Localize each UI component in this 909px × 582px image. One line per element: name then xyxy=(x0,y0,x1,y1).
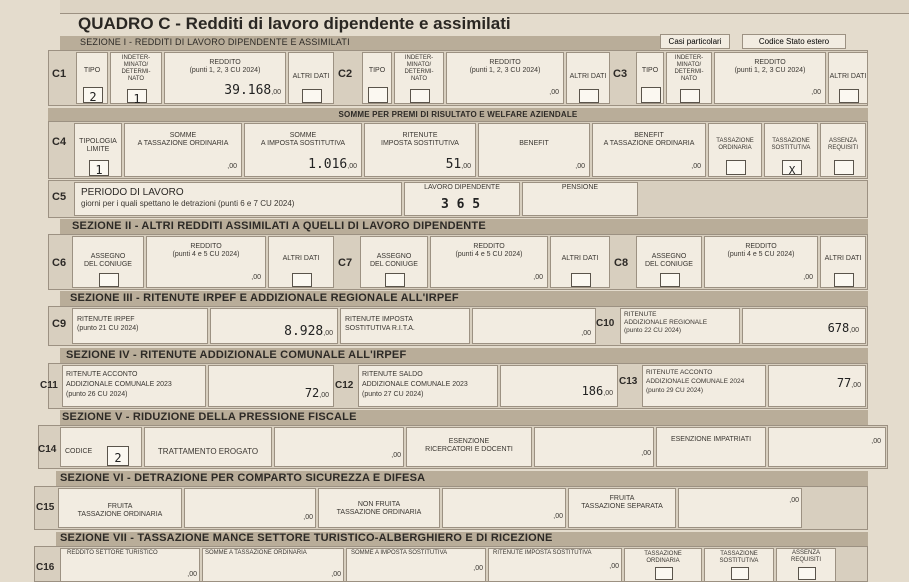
c7-assegno-cell xyxy=(360,236,428,288)
c14-codice-label: CODICE xyxy=(65,448,93,455)
code-c11: C11 xyxy=(40,380,58,391)
c1-tipo-cell xyxy=(76,52,108,104)
c8-reddito-cell[interactable] xyxy=(704,236,818,288)
code-c9: C9 xyxy=(52,318,67,330)
c5-lavoro-dipendente-value: 3 6 5 xyxy=(441,197,481,212)
c15-non-fruita-cents: ,00 xyxy=(553,513,563,520)
c6-altri-dati-checkbox[interactable] xyxy=(292,273,312,287)
c3-tipo-label: TIPO xyxy=(641,67,659,74)
c4-somme-ord-label: SOMME A TASSAZIONE ORDINARIA xyxy=(137,132,229,147)
c3-tipo-cell xyxy=(636,52,664,104)
c4-ritenute-cell[interactable] xyxy=(364,123,476,177)
c8-assegno-checkbox[interactable] xyxy=(660,273,680,287)
section-3-band xyxy=(60,291,868,306)
c15-fruita-sep-cents: ,00 xyxy=(789,497,799,504)
section-7-band xyxy=(56,532,868,546)
c6-reddito-label: REDDITO (punti 4 e 5 CU 2024) xyxy=(172,243,240,258)
c9-rita-label-cell xyxy=(340,308,470,344)
c16-reddito-sett-label: REDDITO SETTORE TURISTICO xyxy=(67,550,158,556)
c9-rit-irpef-cents: ,00 xyxy=(323,330,333,337)
c4-tipologia-input[interactable] xyxy=(89,160,109,176)
c8-altri-dati-checkbox[interactable] xyxy=(834,273,854,287)
c4-tass-ord-checkbox[interactable] xyxy=(726,160,746,175)
c2-indeter-label: INDETER- MINATO/ DETERMI- NATO xyxy=(404,55,434,82)
c14-esenzione-ric-label: ESENZIONE RICERCATORI E DOCENTI xyxy=(425,438,513,453)
c4-benefit-ord-cell[interactable] xyxy=(592,123,706,177)
c16-somme-ord-label: SOMME A TASSAZIONE ORDINARIA xyxy=(205,550,307,556)
c16-tass-ord-checkbox[interactable] xyxy=(655,567,673,580)
code-c16: C16 xyxy=(36,562,55,573)
c2-indeter-cell xyxy=(394,52,444,104)
c4-ritenute-cents: ,00 xyxy=(461,163,471,170)
c15-fruita-ord-cell[interactable] xyxy=(184,488,316,528)
c14-trattamento-cell[interactable] xyxy=(274,427,404,467)
c10-add-reg-label: RITENUTE ADDIZIONALE REGIONALE (punto 22 CU 2024) xyxy=(624,311,708,334)
c4-tipologia-value: 1 xyxy=(95,163,103,177)
c9-rit-irpef-label: RITENUTE IRPEF (punto 21 CU 2024) xyxy=(77,316,139,332)
c7-reddito-cents: ,00 xyxy=(533,274,543,281)
top-strip xyxy=(60,0,909,14)
c5-lavoro-dipendente-label: LAVORO DIPENDENTE xyxy=(424,184,500,191)
c1-reddito-cents: ,00 xyxy=(271,89,281,96)
section-2-header: SEZIONE II - ALTRI REDDITI ASSIMILATI A QUELLI DI LAVORO DIPENDENTE xyxy=(72,220,486,232)
c13-label-cell xyxy=(642,365,766,407)
c3-reddito-label: REDDITO (punti 1, 2, 3 CU 2024) xyxy=(734,59,806,74)
c16-tass-sost-checkbox[interactable] xyxy=(731,567,749,580)
c12-label-cell xyxy=(358,365,498,407)
c11-value: 72 xyxy=(304,386,320,400)
c7-altri-dati-checkbox[interactable] xyxy=(571,273,591,287)
c11-label-cell xyxy=(62,365,206,407)
c14-codice-input[interactable] xyxy=(107,446,129,466)
c16-somme-ord-cents: ,00 xyxy=(331,571,341,578)
code-c8: C8 xyxy=(614,257,629,269)
c14-trattamento-cents: ,00 xyxy=(391,452,401,459)
section-5-band xyxy=(60,410,868,425)
code-c2: C2 xyxy=(338,68,353,80)
c8-altri-dati-label: ALTRI DATI xyxy=(824,255,862,262)
c12-label: RITENUTE SALDO ADDIZIONALE COMUNALE 2023 (punto 27 CU 2024) xyxy=(362,371,468,398)
c4-benefit-cents: ,00 xyxy=(575,163,585,170)
section-3-header: SEZIONE III - RITENUTE IRPEF E ADDIZIONALE REGIONALE ALL'IRPEF xyxy=(70,292,459,304)
code-c1: C1 xyxy=(52,68,67,80)
c1-tipo-input[interactable] xyxy=(83,87,103,103)
c2-altri-dati-cell xyxy=(566,52,610,104)
c16-somme-sost-cents: ,00 xyxy=(473,565,483,572)
c16-assenza-cell xyxy=(776,548,836,582)
c9-rit-irpef-cell[interactable] xyxy=(210,308,338,344)
c3-indeter-label: INDETER- MINATO/ DETERMI- NATO xyxy=(674,55,704,82)
c16-tass-sost-label: TASSAZIONE SOSTITUTIVA xyxy=(719,551,759,564)
c14-codice-value: 2 xyxy=(114,451,122,465)
c4-ritenute-value: 51 xyxy=(445,157,462,172)
c9-rita-label: RITENUTE IMPOSTA SOSTITUTIVA R.I.T.A. xyxy=(345,316,415,332)
c6-assegno-cell xyxy=(72,236,144,288)
c4-assenza-checkbox[interactable] xyxy=(834,160,854,175)
code-c12: C12 xyxy=(335,380,354,391)
section-7-header: SEZIONE VII - TASSAZIONE MANCE SETTORE TURISTICO-ALBERGHIERO E DI RICEZIONE xyxy=(60,532,553,544)
code-c4: C4 xyxy=(52,136,67,148)
c3-altri-dati-checkbox[interactable] xyxy=(839,89,859,103)
c5-periodo-label: PERIODO DI LAVORO xyxy=(81,187,184,198)
c16-somme-sost-label: SOMME A IMPOSTA SOSTITUTIVA xyxy=(351,550,448,556)
c9-rit-irpef-value: 8.928 xyxy=(284,324,324,339)
c13-value-cell[interactable] xyxy=(768,365,866,407)
c8-assegno-cell xyxy=(636,236,702,288)
c4-somme-ord-cents: ,00 xyxy=(227,163,237,170)
code-c13: C13 xyxy=(619,376,638,387)
c4-tipologia-cell xyxy=(74,123,122,177)
code-c5: C5 xyxy=(52,191,67,203)
c15-fruita-sep-label: FRUITA TASSAZIONE SEPARATA xyxy=(581,495,663,510)
c8-altri-dati-cell xyxy=(820,236,866,288)
c14-esenzione-ric-cell[interactable] xyxy=(534,427,654,467)
c14-trattamento-label-cell xyxy=(144,427,272,467)
c4-tass-sost-value: X xyxy=(788,164,796,177)
c1-tipo-label: TIPO xyxy=(83,67,101,74)
c1-reddito-label: REDDITO (punti 1, 2, 3 CU 2024) xyxy=(189,59,261,74)
c16-rit-sost-cell[interactable] xyxy=(488,548,622,582)
c10-add-reg-cents: ,00 xyxy=(849,327,859,334)
section-2-band xyxy=(60,219,868,234)
c15-fruita-ord-label-cell xyxy=(58,488,182,528)
c1-indeter-cell xyxy=(110,52,162,104)
c7-reddito-cell[interactable] xyxy=(430,236,548,288)
c4-assenza-label: ASSENZA REQUISITI xyxy=(827,138,858,151)
c5-periodo-cell xyxy=(74,182,402,216)
c4-tass-ord-cell xyxy=(708,123,762,177)
c16-rit-sost-label: RITENUTE IMPOSTA SOSTITUTIVA xyxy=(493,550,592,556)
c1-altri-dati-checkbox[interactable] xyxy=(302,89,322,103)
section-1-band xyxy=(60,36,660,50)
section-4-band xyxy=(60,348,868,363)
c16-somme-sost-cell[interactable] xyxy=(346,548,486,582)
section-6-band xyxy=(56,471,868,486)
c16-reddito-sett-cents: ,00 xyxy=(187,571,197,578)
c15-fruita-sep-label-cell xyxy=(568,488,676,528)
c4-benefit-cell[interactable] xyxy=(478,123,590,177)
c4-somme-sost-cents: ,00 xyxy=(347,163,357,170)
c13-label: RITENUTE ACCONTO ADDIZIONALE COMUNALE 2024 (punto 29 CU 2024) xyxy=(646,369,745,394)
c14-esenzione-ric-label-cell xyxy=(406,427,532,467)
c3-altri-dati-label: ALTRI DATI xyxy=(829,73,867,80)
code-c14: C14 xyxy=(38,444,57,455)
c9-rita-cell[interactable] xyxy=(472,308,596,344)
codice-stato-estero-field[interactable]: Codice Stato estero xyxy=(742,34,846,49)
c4-somme-sost-cell[interactable] xyxy=(244,123,362,177)
c8-reddito-cents: ,00 xyxy=(803,274,813,281)
code-c15: C15 xyxy=(36,502,55,513)
c13-value: 77 xyxy=(836,376,852,390)
c14-esenzione-imp-label-cell xyxy=(656,427,766,467)
c7-altri-dati-cell xyxy=(550,236,610,288)
c2-altri-dati-label: ALTRI DATI xyxy=(569,73,607,80)
c4-benefit-ord-cents: ,00 xyxy=(691,163,701,170)
section-5-header: SEZIONE V - RIDUZIONE DELLA PRESSIONE FISCALE xyxy=(62,411,357,423)
c3-tipo-input[interactable] xyxy=(641,87,661,103)
c4-ritenute-label: RITENUTE IMPOSTA SOSTITUTIVA xyxy=(381,132,459,147)
c6-altri-dati-cell xyxy=(268,236,334,288)
c12-value-cell[interactable] xyxy=(500,365,618,407)
c1-indeter-value: 1 xyxy=(133,92,141,106)
c16-rit-sost-cents: ,00 xyxy=(609,563,619,570)
c3-indeter-cell xyxy=(666,52,712,104)
c4-tass-ord-label: TASSAZIONE ORDINARIA xyxy=(716,138,754,151)
casi-particolari-field[interactable]: Casi particolari xyxy=(660,34,730,49)
c15-fruita-sep-cell[interactable] xyxy=(678,488,802,528)
c2-reddito-cents: ,00 xyxy=(549,89,559,96)
c10-add-reg-cell[interactable] xyxy=(742,308,866,344)
code-c3: C3 xyxy=(613,68,628,80)
section-1-header: SEZIONE I - REDDITI DI LAVORO DIPENDENTE E ASSIMILATI xyxy=(80,37,350,47)
c14-codice-cell xyxy=(60,427,142,467)
c3-indeter-input[interactable] xyxy=(680,89,700,103)
c11-label: RITENUTE ACCONTO ADDIZIONALE COMUNALE 2023 (punto 26 CU 2024) xyxy=(66,371,172,398)
c16-tass-ord-label: TASSAZIONE ORDINARIA xyxy=(644,551,682,564)
c1-altri-dati-label: ALTRI DATI xyxy=(292,73,330,80)
c16-tass-sost-cell xyxy=(704,548,774,582)
c6-assegno-checkbox[interactable] xyxy=(99,273,119,287)
c2-indeter-input[interactable] xyxy=(410,89,430,103)
c5-pensione-cell[interactable] xyxy=(522,182,638,216)
page-title: QUADRO C - Redditi di lavoro dipendente e assimilati xyxy=(78,14,511,33)
c7-reddito-label: REDDITO (punti 4 e 5 CU 2024) xyxy=(455,243,523,258)
c1-indeter-input[interactable] xyxy=(127,89,147,106)
c12-value: 186 xyxy=(581,384,604,398)
c4-tipologia-label: TIPOLOGIA LIMITE xyxy=(79,138,117,153)
c2-tipo-cell xyxy=(362,52,392,104)
section-4-header: SEZIONE IV - RITENUTE ADDIZIONALE COMUNALE ALL'IRPEF xyxy=(66,349,407,361)
code-c6: C6 xyxy=(52,257,67,269)
c1-indeter-label: INDETER- MINATO/ DETERMI- NATO xyxy=(121,55,151,82)
premi-band xyxy=(48,108,868,121)
c15-non-fruita-label-cell xyxy=(318,488,440,528)
c2-tipo-input[interactable] xyxy=(368,87,388,103)
c10-add-reg-value: 678 xyxy=(827,321,850,335)
c3-reddito-cents: ,00 xyxy=(811,89,821,96)
c4-benefit-label: BENEFIT xyxy=(519,140,549,147)
c8-assegno-label: ASSEGNO DEL CONIUGE xyxy=(645,253,693,268)
c1-reddito-value: 39.168 xyxy=(224,83,272,98)
c4-tass-sost-checkbox[interactable] xyxy=(782,160,802,175)
c14-esenzione-ric-cents: ,00 xyxy=(641,450,651,457)
c8-reddito-label: REDDITO (punti 4 e 5 CU 2024) xyxy=(727,243,795,258)
c15-non-fruita-label: NON FRUITA TASSAZIONE ORDINARIA xyxy=(336,501,422,516)
code-c10: C10 xyxy=(596,318,615,329)
c1-altri-dati-cell xyxy=(288,52,334,104)
c1-reddito-cell[interactable] xyxy=(164,52,286,104)
c7-assegno-checkbox[interactable] xyxy=(385,273,405,287)
c5-pensione-label: PENSIONE xyxy=(561,184,599,191)
c1-tipo-value: 2 xyxy=(89,90,97,104)
c11-value-cell[interactable] xyxy=(208,365,334,407)
c2-tipo-label: TIPO xyxy=(368,67,386,74)
c15-non-fruita-cell[interactable] xyxy=(442,488,566,528)
c4-somme-sost-value: 1.016 xyxy=(308,157,348,172)
c9-rit-irpef-label-cell xyxy=(72,308,208,344)
c14-esenzione-imp-label: ESENZIONE IMPATRIATI xyxy=(670,436,752,443)
c1-reddito-amount xyxy=(224,81,281,99)
c6-assegno-label: ASSEGNO DEL CONIUGE xyxy=(84,253,132,268)
c2-reddito-label: REDDITO (punti 1, 2, 3 CU 2024) xyxy=(469,59,541,74)
c3-altri-dati-cell xyxy=(828,52,868,104)
c4-somme-sost-label: SOMME A IMPOSTA SOSTITUTIVA xyxy=(260,132,346,147)
code-c7: C7 xyxy=(338,257,353,269)
c7-assegno-label: ASSEGNO DEL CONIUGE xyxy=(370,253,418,268)
premi-header: SOMME PER PREMI DI RISULTATO E WELFARE AZIENDALE xyxy=(338,110,578,119)
c4-tass-sost-label: TASSAZIONE SOSTITUTIVA xyxy=(771,138,811,151)
c9-rita-cents: ,00 xyxy=(581,330,591,337)
c6-reddito-cents: ,00 xyxy=(251,274,261,281)
c4-assenza-cell xyxy=(820,123,866,177)
c14-esenzione-imp-cents: ,00 xyxy=(871,438,881,445)
c4-somme-ord-cell[interactable] xyxy=(124,123,242,177)
c16-reddito-sett-cell[interactable] xyxy=(60,548,200,582)
c10-add-reg-label-cell xyxy=(620,308,740,344)
c5-periodo-sublabel: giorni per i quali spettano le detrazioni (punti 6 e 7 CU 2024) xyxy=(81,199,295,208)
c3-reddito-cell[interactable] xyxy=(714,52,826,104)
c4-tass-sost-cell xyxy=(764,123,818,177)
c14-esenzione-imp-cell[interactable] xyxy=(768,427,886,467)
c16-somme-ord-cell[interactable] xyxy=(202,548,344,582)
c14-trattamento-label: TRATTAMENTO EROGATO xyxy=(157,448,259,456)
c7-altri-dati-label: ALTRI DATI xyxy=(561,255,599,262)
c16-tass-ord-cell xyxy=(624,548,702,582)
c13-cents: ,00 xyxy=(851,382,861,389)
c11-cents: ,00 xyxy=(319,392,329,399)
c16-assenza-label: ASSENZA REQUISITI xyxy=(790,550,821,563)
c4-benefit-ord-label: BENEFIT A TASSAZIONE ORDINARIA xyxy=(603,132,695,147)
section-6-header: SEZIONE VI - DETRAZIONE PER COMPARTO SICUREZZA E DIFESA xyxy=(60,472,426,484)
c16-assenza-checkbox[interactable] xyxy=(798,567,816,580)
c5-lavoro-dipendente-cell[interactable] xyxy=(404,182,520,216)
c15-fruita-ord-label: FRUITA TASSAZIONE ORDINARIA xyxy=(77,503,163,518)
c6-altri-dati-label: ALTRI DATI xyxy=(282,255,320,262)
c12-cents: ,00 xyxy=(603,390,613,397)
c2-altri-dati-checkbox[interactable] xyxy=(579,89,599,103)
c6-reddito-cell[interactable] xyxy=(146,236,266,288)
c15-fruita-ord-cents: ,00 xyxy=(303,514,313,521)
c2-reddito-cell[interactable] xyxy=(446,52,564,104)
